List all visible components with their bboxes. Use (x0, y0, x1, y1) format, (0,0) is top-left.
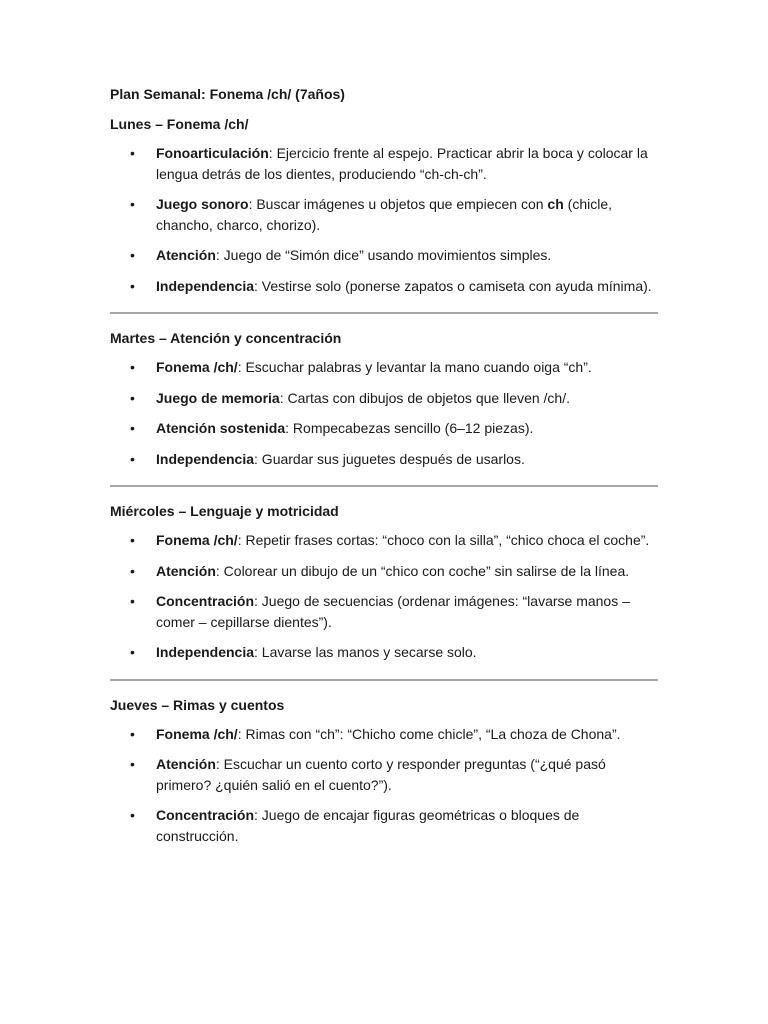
list-item (110, 561, 658, 582)
bullet-icon: • (130, 196, 135, 212)
item-label: Fonema /ch/ (156, 359, 238, 375)
day-section-miercoles (110, 501, 658, 663)
item-label: Independencia (156, 450, 255, 467)
list-item (110, 194, 658, 235)
item-text: : Ejercicio frente al espejo. Practicar abrir la boca y colocar la lengua detrás de los dientes, produciendo “ch-ch-ch”. (156, 145, 648, 182)
item-label: Fonema /ch/ (156, 532, 238, 548)
list-item (110, 724, 658, 745)
item-text: : Lavarse las manos y secarse solo. (254, 644, 477, 660)
bullet-icon: • (130, 277, 135, 294)
item-text: : Escuchar un cuento corto y responder preguntas (“¿qué pasó primero? ¿quién salió en el cuento?”). (156, 756, 606, 793)
activity-list (110, 357, 658, 469)
section-divider (110, 679, 658, 681)
activity-list (110, 530, 658, 663)
item-text: : Buscar imágenes u objetos que empiecen con (248, 196, 548, 212)
bullet-icon: • (130, 725, 135, 742)
day-title: Jueves – Rimas y cuentos (110, 696, 285, 713)
list-item (110, 388, 658, 409)
document-title: Plan Semanal: Fonema /ch/ (7años) (110, 86, 345, 102)
bullet-icon: • (130, 359, 135, 375)
day-section-jueves (110, 695, 658, 847)
item-label: Atención (156, 756, 216, 772)
item-text: : Rompecabezas sencillo (6–12 piezas). (285, 420, 534, 436)
item-text: : Vestirse solo (ponerse zapatos o camiseta con ayuda mínima). (254, 277, 652, 294)
list-item (110, 805, 658, 846)
item-label: Concentración (156, 593, 255, 609)
bullet-icon: • (130, 807, 135, 823)
list-item (110, 245, 658, 266)
item-bold-text: ch (547, 196, 564, 212)
activity-list (110, 724, 658, 847)
item-text: : Colorear un dibujo de un “chico con coche” sin salirse de la línea. (215, 562, 630, 579)
day-section-martes (110, 328, 658, 469)
item-label: Atención (156, 247, 216, 263)
item-label: Atención sostenida (156, 420, 286, 436)
day-title: Martes – Atención y concentración (110, 330, 342, 346)
day-title: Miércoles – Lenguaje y motricidad (110, 503, 339, 519)
bullet-icon: • (130, 562, 135, 579)
list-item (110, 418, 658, 439)
bullet-icon: • (130, 420, 135, 436)
item-label: Independencia (156, 277, 255, 294)
section-divider (110, 312, 658, 314)
bullet-icon: • (130, 532, 135, 548)
bullet-icon: • (130, 247, 135, 263)
item-text: : Guardar sus juguetes después de usarlos. (254, 450, 525, 467)
document-page (110, 84, 658, 856)
bullet-icon: • (130, 145, 135, 161)
list-item (110, 754, 658, 795)
item-text: : Juego de “Simón dice” usando movimientos simples. (215, 247, 552, 263)
list-item (110, 591, 658, 632)
item-text: : Rimas con “ch”: “Chicho come chicle”, “La choza de Chona”. (237, 725, 621, 742)
activity-list (110, 143, 658, 296)
bullet-icon: • (130, 756, 135, 772)
item-text: (chicle, chancho, charco, chorizo). (156, 196, 612, 233)
item-label: Independencia (156, 644, 255, 660)
list-item (110, 357, 658, 378)
item-label: Fonoarticulación (156, 145, 269, 161)
bullet-icon: • (130, 450, 135, 467)
list-item (110, 449, 658, 470)
bullet-icon: • (130, 593, 135, 609)
bullet-icon: • (130, 644, 135, 660)
list-item (110, 642, 658, 663)
item-label: Concentración (156, 807, 255, 823)
day-title: Lunes – Fonema /ch/ (110, 116, 249, 132)
day-section-lunes (110, 114, 658, 296)
list-item (110, 530, 658, 551)
item-text: : Escuchar palabras y levantar la mano cuando oiga “ch”. (237, 359, 592, 375)
item-text: : Juego de encajar figuras geométricas o bloques de construcción. (156, 807, 580, 844)
section-divider (110, 485, 658, 487)
item-text: : Juego de secuencias (ordenar imágenes: “lavarse manos – comer – cepillarse dientes”). (156, 593, 630, 630)
item-label: Juego sonoro (156, 196, 249, 212)
item-text: : Repetir frases cortas: “choco con la silla”, “chico choca el coche”. (237, 532, 650, 548)
item-label: Fonema /ch/ (156, 725, 238, 742)
list-item (110, 276, 658, 297)
bullet-icon: • (130, 389, 135, 406)
item-label: Atención (156, 562, 216, 579)
list-item (110, 143, 658, 184)
item-text: : Cartas con dibujos de objetos que lleven /ch/. (279, 389, 570, 406)
item-label: Juego de memoria (156, 389, 280, 406)
